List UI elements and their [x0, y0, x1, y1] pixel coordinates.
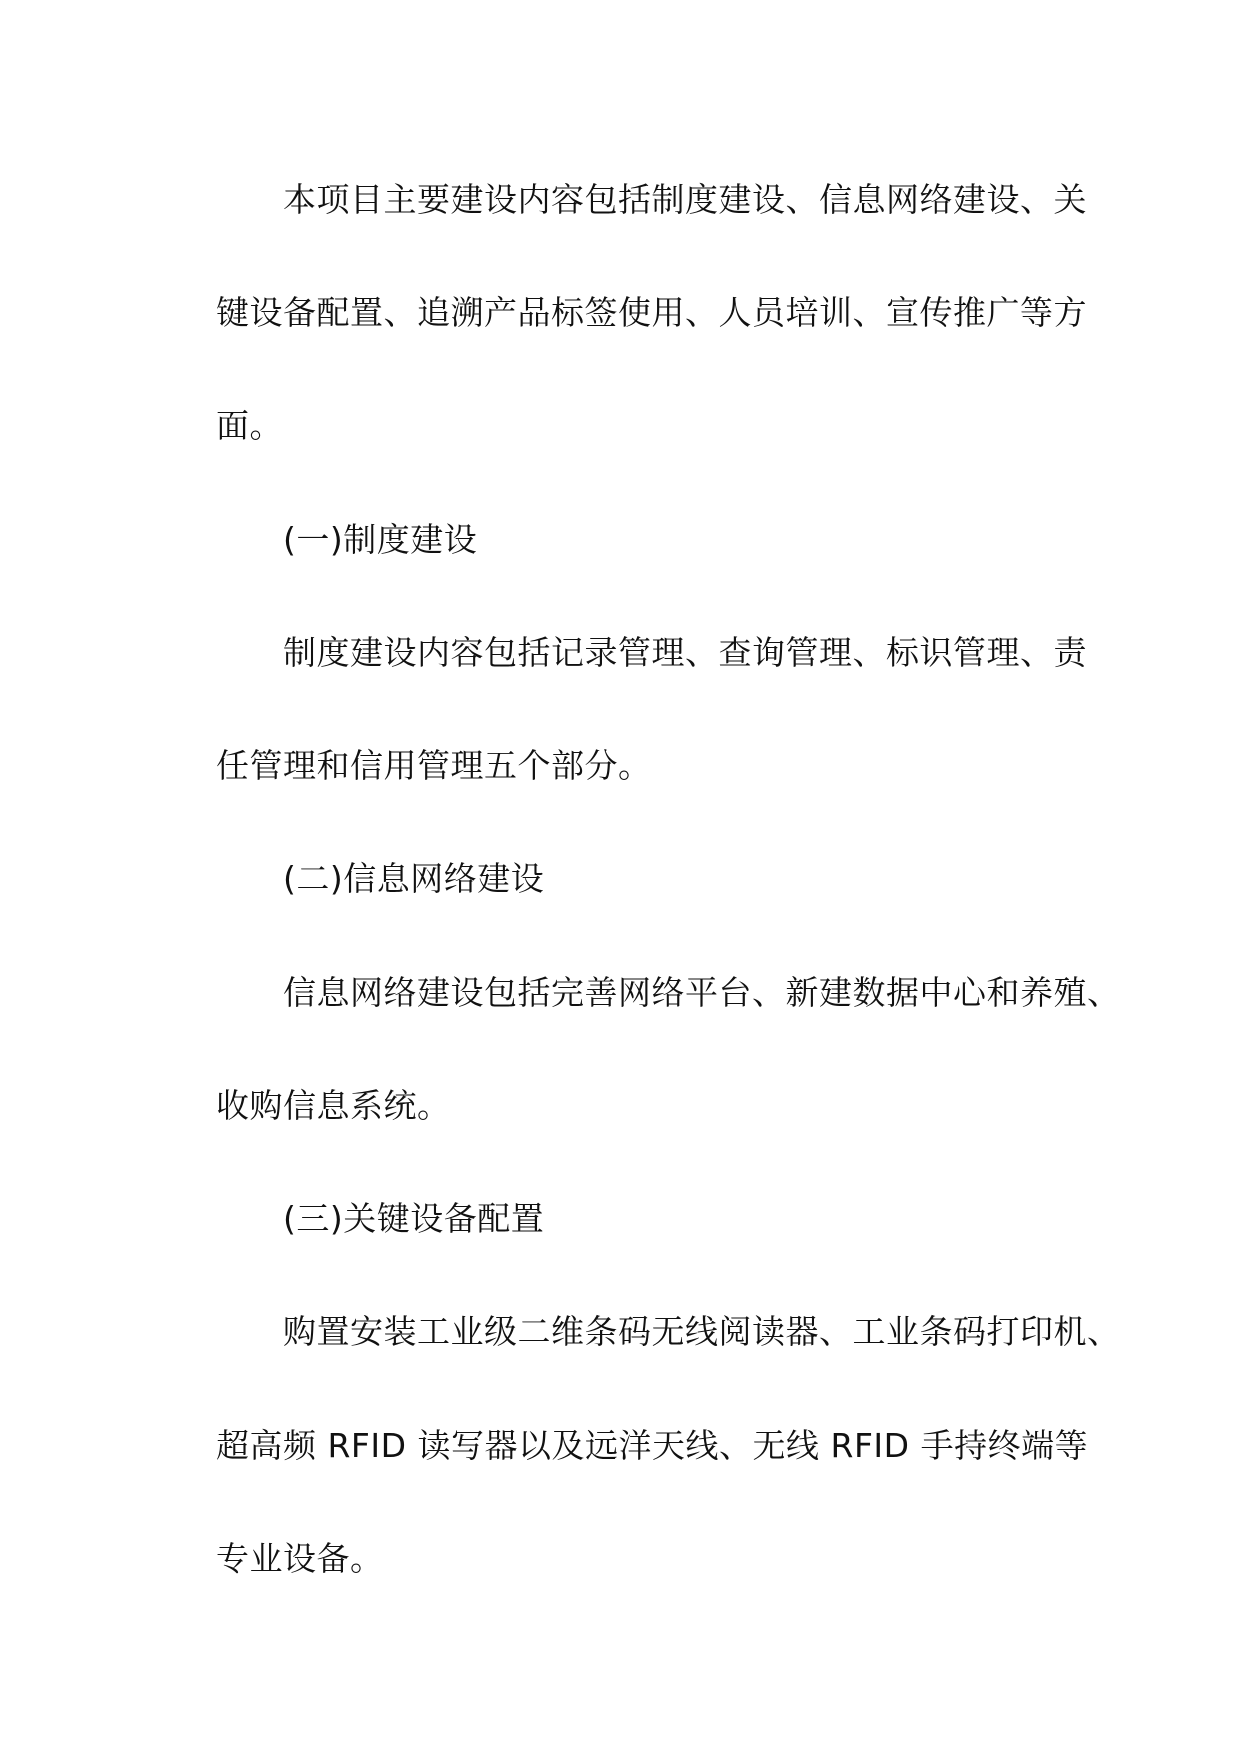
- section-3-paragraph-line-3: 专业设备。: [216, 1539, 384, 1578]
- section-heading-2: (二)信息网络建设: [283, 859, 545, 898]
- section-2-paragraph-line-2: 收购信息系统。: [216, 1086, 451, 1125]
- intro-paragraph-line-3: 面。: [216, 406, 283, 445]
- section-1-paragraph-line-1: 制度建设内容包括记录管理、查询管理、标识管理、责: [283, 633, 1087, 672]
- intro-paragraph-line-2: 键设备配置、追溯产品标签使用、人员培训、宣传推广等方: [216, 293, 1087, 332]
- section-2-paragraph-line-1: 信息网络建设包括完善网络平台、新建数据中心和养殖、: [283, 973, 1121, 1012]
- section-heading-3: (三)关键设备配置: [283, 1199, 545, 1238]
- intro-paragraph-line-1: 本项目主要建设内容包括制度建设、信息网络建设、关: [283, 180, 1087, 219]
- section-3-paragraph-line-2: 超高频 RFID 读写器以及远洋天线、无线 RFID 手持终端等: [216, 1426, 1089, 1465]
- section-1-paragraph-line-2: 任管理和信用管理五个部分。: [216, 746, 652, 785]
- section-3-paragraph-line-1: 购置安装工业级二维条码无线阅读器、工业条码打印机、: [283, 1312, 1121, 1351]
- section-heading-1: (一)制度建设: [283, 520, 478, 559]
